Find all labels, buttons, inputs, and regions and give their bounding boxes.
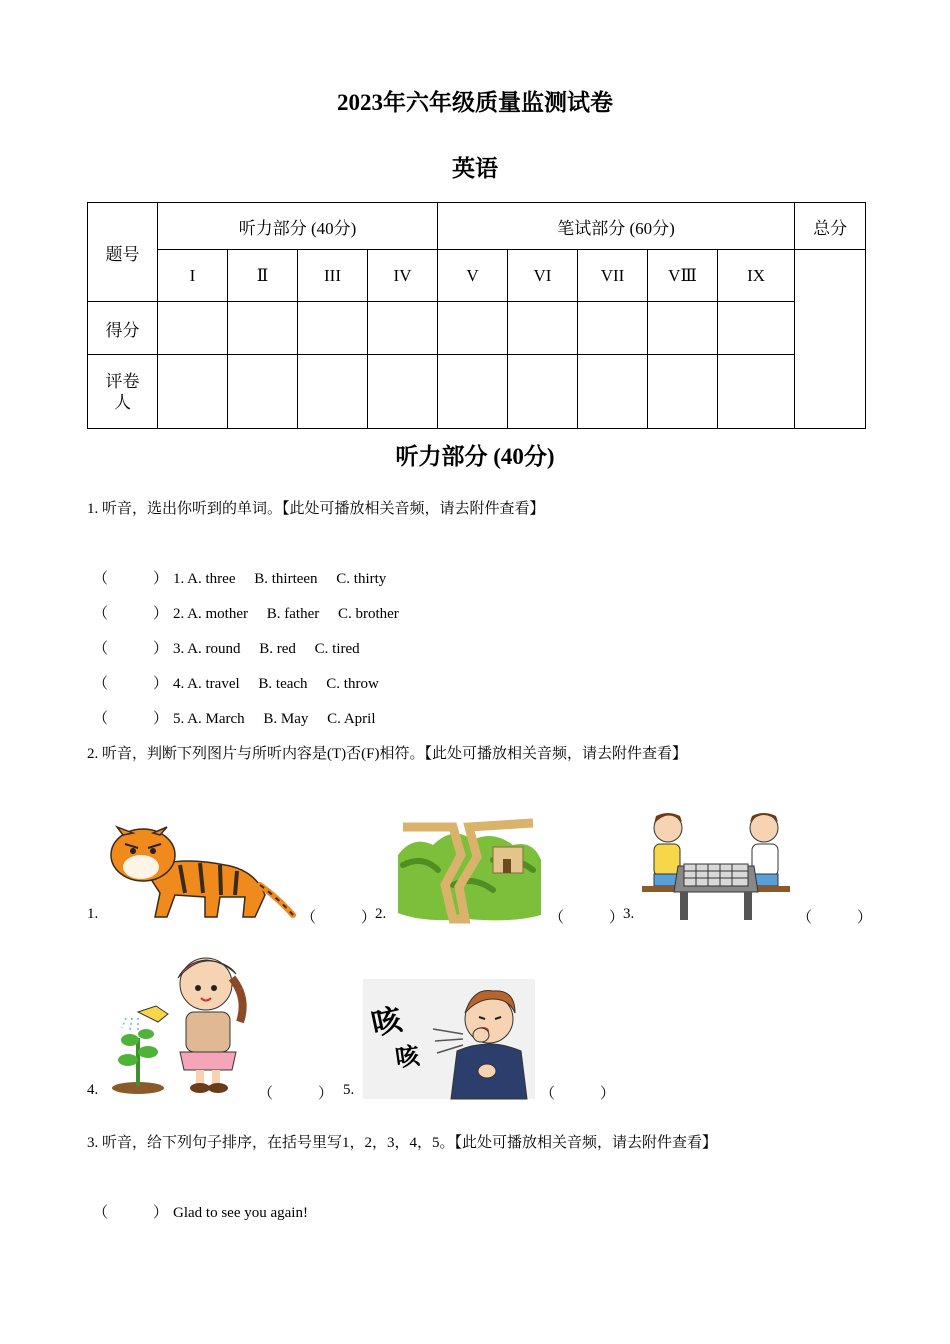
q1-item: （ ） 1. A. three B. thirteen C. thirty [93,567,386,588]
tiger-picture [105,825,295,920]
coughing-boy-icon [423,979,535,1099]
answer-blank[interactable]: （ ） [93,1205,169,1221]
cough-text: 咳 [393,1041,422,1073]
answer-blank[interactable]: （ ） [93,676,169,692]
listening-header: 听力部分 (40分) [158,203,438,250]
answer-blank[interactable]: （ ） [93,571,169,587]
q3-prompt: 3. 听音，给下列句子排序，在括号里写1，2，3，4，5。【此处可播放相关音频，请去附件查看】 [87,1135,718,1151]
answer-blank[interactable]: （ ） [549,910,625,926]
answer-blank[interactable]: （ ） [258,1086,334,1102]
total-score-cell[interactable] [795,250,866,429]
row-label-score: 得分 [88,302,158,355]
coughing-picture [363,979,535,1099]
numeral-cell: VII [578,250,648,302]
grader-cell[interactable] [718,355,795,429]
q3-item: （ ） Glad to see you again! [93,1201,308,1222]
picture-label-4: 4. [87,1082,99,1098]
total-header: 总分 [795,203,866,250]
section-title: 听力部分 (40分) [395,444,555,469]
chess-picture [640,808,792,922]
answer-blank[interactable]: （ ） [797,910,873,926]
picture-label-5: 5. [343,1082,355,1098]
page-title: 2023年六年级质量监测试卷 [337,90,613,115]
score-cell[interactable] [298,302,368,355]
numeral-cell: V [438,250,508,302]
q1-item: （ ） 2. A. mother B. father C. brother [93,602,399,623]
q2-prompt: 2. 听音，判断下列图片与所听内容是(T)否(F)相符。【此处可播放相关音频，请去附件查看】 [87,746,687,762]
grader-cell[interactable] [368,355,438,429]
written-header: 笔试部分 (60分) [438,203,795,250]
score-cell[interactable] [508,302,578,355]
score-cell[interactable] [438,302,508,355]
numeral-cell: VI [508,250,578,302]
score-cell[interactable] [158,302,228,355]
q1-item: （ ） 3. A. round B. red C. tired [93,637,360,658]
q1-prompt: 1. 听音，选出你听到的单词。【此处可播放相关音频，请去附件查看】 [87,501,545,517]
numeral-cell: IV [368,250,438,302]
answer-blank[interactable]: （ ） [93,641,169,657]
grader-cell[interactable] [508,355,578,429]
score-cell[interactable] [228,302,298,355]
answer-blank[interactable]: （ ） [93,711,169,727]
answer-blank[interactable]: （ ） [301,910,377,926]
q1-item: （ ） 4. A. travel B. teach C. throw [93,672,379,693]
score-cell[interactable] [648,302,718,355]
score-cell[interactable] [718,302,795,355]
watering-plant-picture [108,948,253,1096]
numeral-cell: Ⅱ [228,250,298,302]
score-cell[interactable] [578,302,648,355]
picture-label-3: 3. [623,906,635,922]
cough-text: 咳 [368,1002,406,1043]
grader-cell[interactable] [298,355,368,429]
q1-item: （ ） 5. A. March B. May C. April [93,707,376,728]
grader-cell[interactable] [158,355,228,429]
picture-label-2: 2. [375,906,387,922]
numeral-cell: IX [718,250,795,302]
row-label-grader: 评卷人 [88,355,158,429]
grader-cell[interactable] [438,355,508,429]
score-cell[interactable] [368,302,438,355]
grader-cell[interactable] [578,355,648,429]
answer-blank[interactable]: （ ） [540,1086,616,1102]
row-label-question: 题号 [88,203,158,302]
numeral-cell: VⅢ [648,250,718,302]
picture-label-1: 1. [87,906,99,922]
numeral-cell: III [298,250,368,302]
answer-blank[interactable]: （ ） [93,606,169,622]
subject-title: 英语 [452,156,498,181]
grader-cell[interactable] [648,355,718,429]
great-wall-picture [393,815,543,923]
grader-cell[interactable] [228,355,298,429]
score-table [87,202,866,429]
numeral-cell: I [158,250,228,302]
